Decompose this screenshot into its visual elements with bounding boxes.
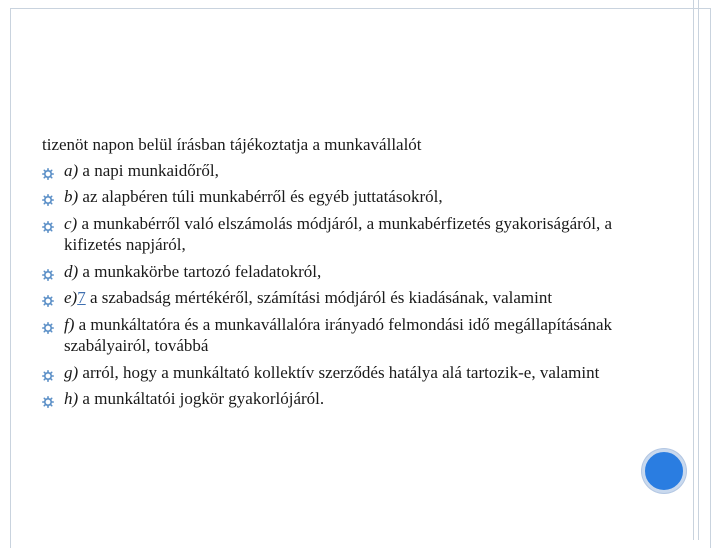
right-border-line-outer: [698, 0, 699, 540]
gear-bullet-icon: [42, 190, 54, 202]
item-text: a munkabérről való elszámolás módjáról, a munkabérfizetés gyakoriságáról, a kifizetés napjáról,: [64, 213, 613, 254]
right-border-line: [693, 0, 694, 540]
gear-bullet-icon: [42, 318, 54, 330]
gear-bullet-icon: [42, 164, 54, 176]
item-text: arról, hogy a munkáltató kollektív szerződés hatálya alá tartozik-e, valamint: [78, 362, 600, 382]
item-letter: d): [64, 261, 79, 281]
list-item: [42, 314, 622, 357]
item-text: a napi munkaidőről,: [78, 160, 219, 180]
list-item: [42, 160, 622, 182]
item-letter: e): [64, 288, 78, 307]
list-item: [42, 186, 622, 208]
item-text: a munkakörbe tartozó feladatokról,: [78, 261, 322, 281]
item-letter: h): [64, 389, 79, 408]
list-item: [42, 261, 622, 283]
item-letter: c): [64, 213, 78, 233]
intro-text: tizenöt napon belül írásban tájékoztatja a munkavállalót: [42, 135, 422, 154]
item-text: a munkáltatói jogkör gyakorlójáról.: [78, 389, 325, 408]
item-letter: a): [64, 160, 79, 180]
item-letter: g): [64, 362, 79, 382]
gear-bullet-icon: [42, 291, 54, 303]
gear-bullet-icon: [42, 392, 54, 404]
item-letter: b): [64, 187, 79, 206]
item-text: a szabadság mértékéről, számítási módjáról és kiadásának, valamint: [85, 288, 553, 307]
list-item: [42, 362, 622, 384]
item-text: a munkáltatóra és a munkavállalóra irányadó felmondási idő megállapításának szabályairól, továbbá: [64, 314, 613, 355]
gear-bullet-icon: [42, 265, 54, 277]
item-text: az alapbéren túli munkabérről és egyéb juttatásokról,: [78, 187, 443, 206]
slide-content: [42, 134, 622, 415]
gear-bullet-icon: [42, 217, 54, 229]
footnote-ref-link[interactable]: 7: [77, 288, 86, 307]
list-item: [42, 287, 622, 309]
item-letter: f): [64, 314, 75, 334]
list-item: [42, 388, 622, 410]
blue-circle-icon[interactable]: [642, 449, 686, 493]
gear-bullet-icon: [42, 366, 54, 378]
item-list: [42, 160, 622, 410]
list-item: [42, 213, 622, 256]
